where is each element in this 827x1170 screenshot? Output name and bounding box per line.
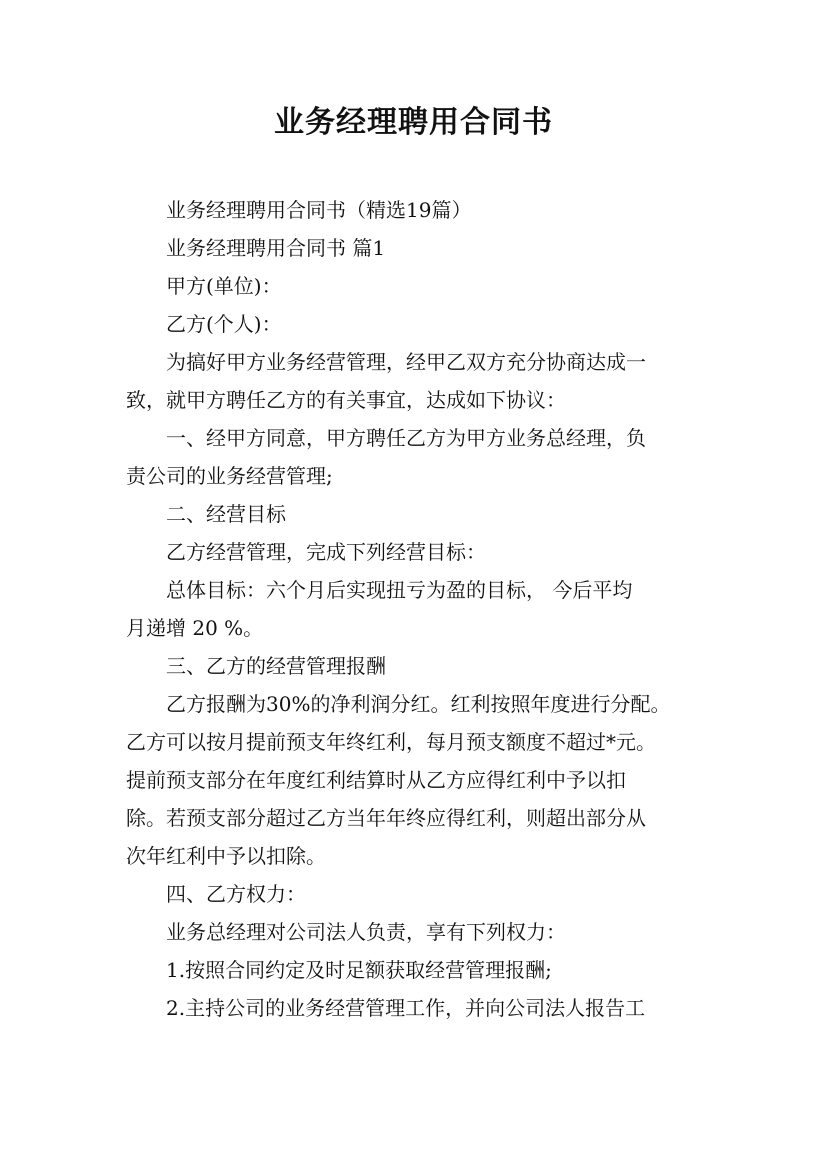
paragraph-line: 业务总经理对公司法人负责，享有下列权力： bbox=[166, 920, 566, 944]
paragraph-list-item: 2.主持公司的业务经营管理工作，并向公司法人报告工 bbox=[166, 996, 646, 1020]
paragraph-line: 乙方报酬为30%的净利润分红。红利按照年度进行分配。 bbox=[166, 692, 671, 716]
paragraph-line: 次年红利中予以扣除。 bbox=[126, 844, 326, 868]
paragraph-list-item: 1.按照合同约定及时足额获取经营管理报酬; bbox=[166, 958, 552, 982]
paragraph-line: 除。若预支部分超过乙方当年年终应得红利，则超出部分从 bbox=[126, 806, 646, 830]
paragraph-line: 致，就甲方聘任乙方的有关事宜，达成如下协议： bbox=[126, 388, 566, 412]
paragraph-line: 乙方可以按月提前预支年终红利，每月预支额度不超过*元。 bbox=[126, 730, 656, 754]
paragraph-line: 责公司的业务经营管理; bbox=[126, 464, 333, 488]
paragraph-heading: 三、乙方的经营管理报酬 bbox=[166, 654, 386, 678]
paragraph-party-b: 乙方(个人)： bbox=[166, 312, 282, 336]
paragraph-line: 总体目标：六个月后实现扭亏为盈的目标， 今后平均 bbox=[166, 578, 633, 602]
paragraph-line: 提前预支部分在年度红利结算时从乙方应得红利中予以扣 bbox=[126, 768, 626, 792]
paragraph-line: 一、经甲方同意，甲方聘任乙方为甲方业务总经理，负 bbox=[166, 426, 646, 450]
document-body bbox=[126, 191, 726, 1027]
paragraph-section-heading: 业务经理聘用合同书 篇1 bbox=[166, 236, 386, 260]
paragraph-line: 月递增 20 %。 bbox=[126, 616, 264, 640]
paragraph-line: 为搞好甲方业务经营管理，经甲乙双方充分协商达成一 bbox=[166, 350, 646, 374]
paragraph-line: 乙方经营管理，完成下列经营目标： bbox=[166, 540, 486, 564]
paragraph-heading: 四、乙方权力： bbox=[166, 882, 306, 906]
paragraph-subtitle: 业务经理聘用合同书（精选19篇） bbox=[166, 198, 472, 222]
document-title: 业务经理聘用合同书 bbox=[274, 105, 553, 140]
paragraph-party-a: 甲方(单位)： bbox=[166, 274, 282, 298]
paragraph-heading: 二、经营目标 bbox=[166, 502, 286, 526]
